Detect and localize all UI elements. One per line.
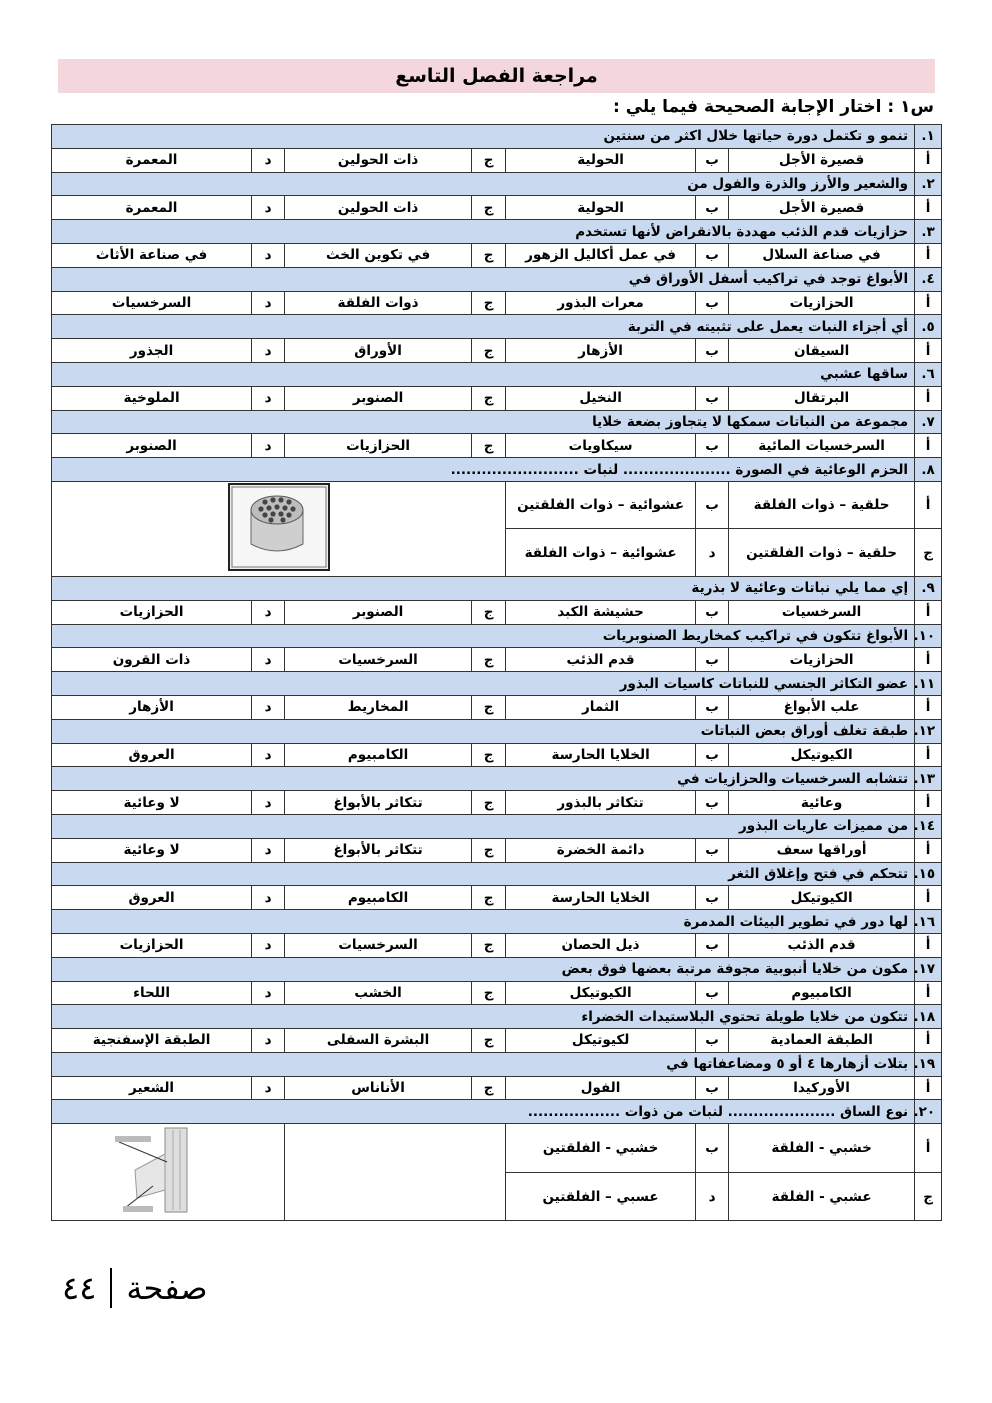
- answer-option: الصنوبر: [285, 600, 472, 624]
- answer-option: الطبقة الإسفنجية: [52, 1029, 252, 1053]
- answer-option: ذيل الحصان: [506, 933, 696, 957]
- question-text: حزازيات قدم الذئب مهددة بالانقراض لأنها تستخدم: [52, 220, 915, 244]
- answer-row: [52, 386, 942, 410]
- answer-option: البشرة السفلى: [285, 1029, 472, 1053]
- question-number: ١٩.: [915, 1052, 942, 1076]
- option-letter: أ: [915, 1076, 942, 1100]
- question-text: بتلات أزهارها ٤ أو ٥ ومضاعفاتها في: [52, 1052, 915, 1076]
- option-letter: ج: [472, 1076, 506, 1100]
- answer-option: السيقان: [729, 339, 915, 363]
- answer-option: النخيل: [506, 386, 696, 410]
- question-number: ١٠.: [915, 624, 942, 648]
- question-text: أي أجزاء النبات يعمل على تثبيته في التربة: [52, 315, 915, 339]
- option-letter: ج: [472, 886, 506, 910]
- question-text: إي مما يلي نباتات وعائية لا بذرية: [52, 576, 915, 600]
- question-number: ٦.: [915, 362, 942, 386]
- question-number: ١٦.: [915, 910, 942, 934]
- question-image: [52, 1124, 285, 1221]
- answer-option: الحولية: [506, 196, 696, 220]
- option-letter: د: [252, 886, 285, 910]
- option-letter: ب: [696, 1029, 729, 1053]
- instruction: س١ : اختار الإجابة الصحيحة فيما يلي :: [613, 97, 934, 117]
- answer-row: [52, 648, 942, 672]
- answer-row: [52, 481, 942, 529]
- answer-option: الأزهار: [506, 339, 696, 363]
- option-letter: ب: [696, 791, 729, 815]
- option-letter: د: [252, 1076, 285, 1100]
- option-letter: د: [252, 933, 285, 957]
- answer-option: الحزازيات: [285, 434, 472, 458]
- question-number: ٢٠.: [915, 1100, 942, 1124]
- answer-option: المعمرة: [52, 148, 252, 172]
- answer-option: تتكاثر بالأبواغ: [285, 791, 472, 815]
- answer-option: الأناناس: [285, 1076, 472, 1100]
- answer-option: الخلايا الحارسة: [506, 886, 696, 910]
- answer-row: [52, 243, 942, 267]
- question-text: الأبواغ توجد في تراكيب أسفل الأوراق في: [52, 267, 915, 291]
- option-letter: أ: [915, 838, 942, 862]
- question-image: [52, 481, 506, 576]
- option-letter: ب: [696, 434, 729, 458]
- question-row: [52, 267, 942, 291]
- option-letter: ب: [696, 838, 729, 862]
- option-letter: ب: [696, 600, 729, 624]
- answer-option: الخشب: [285, 981, 472, 1005]
- page-title-bar: [58, 59, 935, 93]
- answer-option: قصيرة الأجل: [729, 148, 915, 172]
- answer-option: قدم الذئب: [729, 933, 915, 957]
- option-letter: ب: [696, 695, 729, 719]
- answer-option: في عمل أكاليل الزهور: [506, 243, 696, 267]
- answer-option: عسبي – الفلقتين: [506, 1172, 696, 1221]
- question-row: [52, 458, 942, 482]
- option-letter: أ: [915, 148, 942, 172]
- question-row: [52, 767, 942, 791]
- question-number: ١.: [915, 125, 942, 149]
- answer-option: ذات الحولين: [285, 196, 472, 220]
- question-row: [52, 624, 942, 648]
- option-letter: ج: [472, 981, 506, 1005]
- stem-cross-section-icon: [227, 560, 331, 576]
- question-row: [52, 1100, 942, 1124]
- answer-option: الأوركيدا: [729, 1076, 915, 1100]
- answer-option: علب الأبواغ: [729, 695, 915, 719]
- option-letter: ج: [915, 529, 942, 577]
- answer-option: وعائية: [729, 791, 915, 815]
- question-text: والشعير والأرز والذرة والفول من: [52, 172, 915, 196]
- question-row: [52, 1005, 942, 1029]
- option-letter: ج: [472, 838, 506, 862]
- option-letter: أ: [915, 243, 942, 267]
- answer-row: [52, 600, 942, 624]
- option-letter: ج: [472, 933, 506, 957]
- option-letter: ب: [696, 886, 729, 910]
- answer-option: العروق: [52, 886, 252, 910]
- answer-option: حلقية – ذوات الفلقة: [729, 481, 915, 529]
- answer-row: [52, 743, 942, 767]
- option-letter: ب: [696, 481, 729, 529]
- option-letter: ب: [696, 743, 729, 767]
- answer-option: ذات القرون: [52, 648, 252, 672]
- answer-option: معرات البذور: [506, 291, 696, 315]
- answer-option: الأزهار: [52, 695, 252, 719]
- answer-option: السرخسيات: [729, 600, 915, 624]
- question-text: الأبواغ تتكون في تراكيب كمخاريط الصنوبريات: [52, 624, 915, 648]
- answer-option: السرخسيات: [52, 291, 252, 315]
- question-row: [52, 576, 942, 600]
- option-letter: ج: [472, 339, 506, 363]
- question-text: تنمو و تكتمل دورة حياتها خلال اكثر من سنتين: [52, 125, 915, 149]
- answer-option: حشيشة الكبد: [506, 600, 696, 624]
- option-letter: د: [696, 529, 729, 577]
- option-letter: د: [252, 291, 285, 315]
- option-letter: أ: [915, 1124, 942, 1173]
- answer-option: الكامبيوم: [285, 743, 472, 767]
- answer-option: الصنوبر: [285, 386, 472, 410]
- answer-option: الحزازيات: [52, 933, 252, 957]
- option-letter: ب: [696, 981, 729, 1005]
- answer-option: الحزازيات: [729, 291, 915, 315]
- option-letter: د: [252, 243, 285, 267]
- answer-row: [52, 981, 942, 1005]
- answer-row: [52, 291, 942, 315]
- question-row: [52, 220, 942, 244]
- answer-option: الكامبيوم: [729, 981, 915, 1005]
- question-number: ١٥.: [915, 862, 942, 886]
- page-footer: [62, 1268, 208, 1308]
- option-letter: د: [252, 1029, 285, 1053]
- answer-option: السرخسيات: [285, 933, 472, 957]
- option-letter: أ: [915, 743, 942, 767]
- question-row: [52, 172, 942, 196]
- answer-row: [52, 434, 942, 458]
- option-letter: أ: [915, 386, 942, 410]
- option-letter: ج: [472, 291, 506, 315]
- stem-diagram-icon: [113, 1204, 223, 1220]
- option-letter: ب: [696, 148, 729, 172]
- answer-row: [52, 1124, 942, 1173]
- option-letter: ج: [472, 196, 506, 220]
- blank-cell: [285, 1124, 506, 1221]
- question-number: ١٢.: [915, 719, 942, 743]
- answer-option: عشوائية – ذوات الفلقتين: [506, 481, 696, 529]
- answer-row: [52, 196, 942, 220]
- option-letter: ج: [472, 386, 506, 410]
- answer-row: [52, 933, 942, 957]
- option-letter: ب: [696, 933, 729, 957]
- option-letter: أ: [915, 481, 942, 529]
- option-letter: د: [252, 434, 285, 458]
- question-text: الحزم الوعائية في الصورة ..................... لنبات .........................: [52, 458, 915, 482]
- answer-option: قدم الذئب: [506, 648, 696, 672]
- option-letter: أ: [915, 981, 942, 1005]
- answer-option: الحزازيات: [52, 600, 252, 624]
- answer-option: سيكاويات: [506, 434, 696, 458]
- question-row: [52, 814, 942, 838]
- option-letter: أ: [915, 600, 942, 624]
- question-number: ٥.: [915, 315, 942, 339]
- option-letter: ج: [472, 648, 506, 672]
- question-text: مكون من خلايا أنبوبية مجوفة مرتبة بعضها فوق بعض: [52, 957, 915, 981]
- answer-option: الحولية: [506, 148, 696, 172]
- answer-row: [52, 148, 942, 172]
- footer-separator: [110, 1268, 112, 1308]
- page-word: صفحة: [126, 1269, 208, 1307]
- question-row: [52, 910, 942, 934]
- question-number: ٩.: [915, 576, 942, 600]
- question-number: ٤.: [915, 267, 942, 291]
- option-letter: أ: [915, 339, 942, 363]
- option-letter: ج: [472, 600, 506, 624]
- option-letter: ج: [472, 791, 506, 815]
- answer-option: ذوات الفلقة: [285, 291, 472, 315]
- answer-option: السرخسيات: [285, 648, 472, 672]
- option-letter: د: [252, 196, 285, 220]
- answer-option: الكيوتيكل: [729, 886, 915, 910]
- answer-option: الكيوتيكل: [729, 743, 915, 767]
- option-letter: د: [252, 743, 285, 767]
- question-row: [52, 362, 942, 386]
- answer-option: الفول: [506, 1076, 696, 1100]
- option-letter: أ: [915, 648, 942, 672]
- page-title: مراجعة الفصل التاسع: [395, 65, 598, 87]
- answer-option: الحزازيات: [729, 648, 915, 672]
- option-letter: د: [252, 148, 285, 172]
- question-number: ١٧.: [915, 957, 942, 981]
- answer-option: عشوائية – ذوات الفلقة: [506, 529, 696, 577]
- question-number: ٧.: [915, 410, 942, 434]
- answer-option: أوراقها سعف: [729, 838, 915, 862]
- question-text: تتحكم في فتح وإغلاق الثغر: [52, 862, 915, 886]
- answer-option: ذات الحولين: [285, 148, 472, 172]
- answer-option: العروق: [52, 743, 252, 767]
- question-row: [52, 1052, 942, 1076]
- question-row: [52, 315, 942, 339]
- option-letter: أ: [915, 196, 942, 220]
- question-row: [52, 957, 942, 981]
- answer-option: قصيرة الأجل: [729, 196, 915, 220]
- question-number: ٢.: [915, 172, 942, 196]
- answer-option: الطبقة العمادية: [729, 1029, 915, 1053]
- question-text: طبقة تغلف أوراق بعض النباتات: [52, 719, 915, 743]
- option-letter: أ: [915, 791, 942, 815]
- option-letter: د: [252, 695, 285, 719]
- option-letter: أ: [915, 434, 942, 458]
- answer-row: [52, 1076, 942, 1100]
- option-letter: د: [252, 838, 285, 862]
- question-text: تتشابه السرخسيات والحزازيات في: [52, 767, 915, 791]
- answer-option: لكيوتيكل: [506, 1029, 696, 1053]
- option-letter: د: [252, 339, 285, 363]
- question-row: [52, 672, 942, 696]
- option-letter: د: [252, 791, 285, 815]
- question-text: ساقها عشبي: [52, 362, 915, 386]
- answer-option: في صناعة الأثاث: [52, 243, 252, 267]
- answer-option: تتكاثر بالبذور: [506, 791, 696, 815]
- option-letter: د: [252, 386, 285, 410]
- answer-option: الملوخية: [52, 386, 252, 410]
- option-letter: أ: [915, 886, 942, 910]
- page-number: ٤٤: [62, 1269, 97, 1307]
- question-text: مجموعة من النباتات سمكها لا يتجاوز بضعة خلايا: [52, 410, 915, 434]
- option-letter: ج: [915, 1172, 942, 1221]
- answer-option: في صناعة السلال: [729, 243, 915, 267]
- answer-option: الكيوتيكل: [506, 981, 696, 1005]
- quiz-table: [51, 124, 942, 1221]
- question-text: لها دور في تطوير البيئات المدمرة: [52, 910, 915, 934]
- question-text: من مميزات عاريات البذور: [52, 814, 915, 838]
- option-letter: ج: [472, 148, 506, 172]
- answer-option: البرتقال: [729, 386, 915, 410]
- answer-row: [52, 791, 942, 815]
- option-letter: ب: [696, 1076, 729, 1100]
- option-letter: ب: [696, 1124, 729, 1173]
- option-letter: ج: [472, 1029, 506, 1053]
- answer-option: عشبي - الفلقة: [729, 1172, 915, 1221]
- question-number: ١٨.: [915, 1005, 942, 1029]
- option-letter: ب: [696, 243, 729, 267]
- answer-option: الأوراق: [285, 339, 472, 363]
- answer-row: [52, 886, 942, 910]
- option-letter: ج: [472, 243, 506, 267]
- question-number: ١٤.: [915, 814, 942, 838]
- answer-option: في تكوين الخث: [285, 243, 472, 267]
- answer-row: [52, 339, 942, 363]
- answer-option: الخلايا الحارسة: [506, 743, 696, 767]
- answer-row: [52, 1029, 942, 1053]
- option-letter: ب: [696, 196, 729, 220]
- answer-option: المعمرة: [52, 196, 252, 220]
- question-row: [52, 719, 942, 743]
- option-letter: أ: [915, 1029, 942, 1053]
- answer-option: السرخسيات المائية: [729, 434, 915, 458]
- option-letter: د: [252, 648, 285, 672]
- question-row: [52, 410, 942, 434]
- question-row: [52, 862, 942, 886]
- answer-option: حلقية – ذوات الفلقتين: [729, 529, 915, 577]
- answer-option: الثمار: [506, 695, 696, 719]
- option-letter: أ: [915, 933, 942, 957]
- answer-row: [52, 838, 942, 862]
- answer-option: اللحاء: [52, 981, 252, 1005]
- option-letter: أ: [915, 695, 942, 719]
- answer-option: خشبي - الفلقة: [729, 1124, 915, 1173]
- option-letter: ب: [696, 648, 729, 672]
- question-text: عضو التكاثر الجنسي للنباتات كاسيات البذور: [52, 672, 915, 696]
- question-text: تتكون من خلايا طويلة تحتوي البلاستيدات الخضراء: [52, 1005, 915, 1029]
- question-number: ١٣.: [915, 767, 942, 791]
- answer-option: الكامبيوم: [285, 886, 472, 910]
- answer-option: لا وعائية: [52, 838, 252, 862]
- option-letter: ج: [472, 434, 506, 458]
- option-letter: ب: [696, 339, 729, 363]
- option-letter: ج: [472, 743, 506, 767]
- answer-option: لا وعائية: [52, 791, 252, 815]
- question-number: ٣.: [915, 220, 942, 244]
- answer-option: المخاريط: [285, 695, 472, 719]
- answer-option: الصنوبر: [52, 434, 252, 458]
- option-letter: د: [696, 1172, 729, 1221]
- answer-option: الشعير: [52, 1076, 252, 1100]
- question-row: [52, 125, 942, 149]
- answer-option: تتكاثر بالأبواغ: [285, 838, 472, 862]
- option-letter: ج: [472, 695, 506, 719]
- option-letter: د: [252, 600, 285, 624]
- answer-option: دائمة الخضرة: [506, 838, 696, 862]
- answer-row: [52, 695, 942, 719]
- option-letter: ب: [696, 386, 729, 410]
- answer-option: خشبي - الفلقتين: [506, 1124, 696, 1173]
- option-letter: ب: [696, 291, 729, 315]
- question-number: ١١.: [915, 672, 942, 696]
- answer-option: الجذور: [52, 339, 252, 363]
- option-letter: د: [252, 981, 285, 1005]
- question-text: نوع الساق ..................... لنبات من ذوات ..................: [52, 1100, 915, 1124]
- option-letter: أ: [915, 291, 942, 315]
- question-number: ٨.: [915, 458, 942, 482]
